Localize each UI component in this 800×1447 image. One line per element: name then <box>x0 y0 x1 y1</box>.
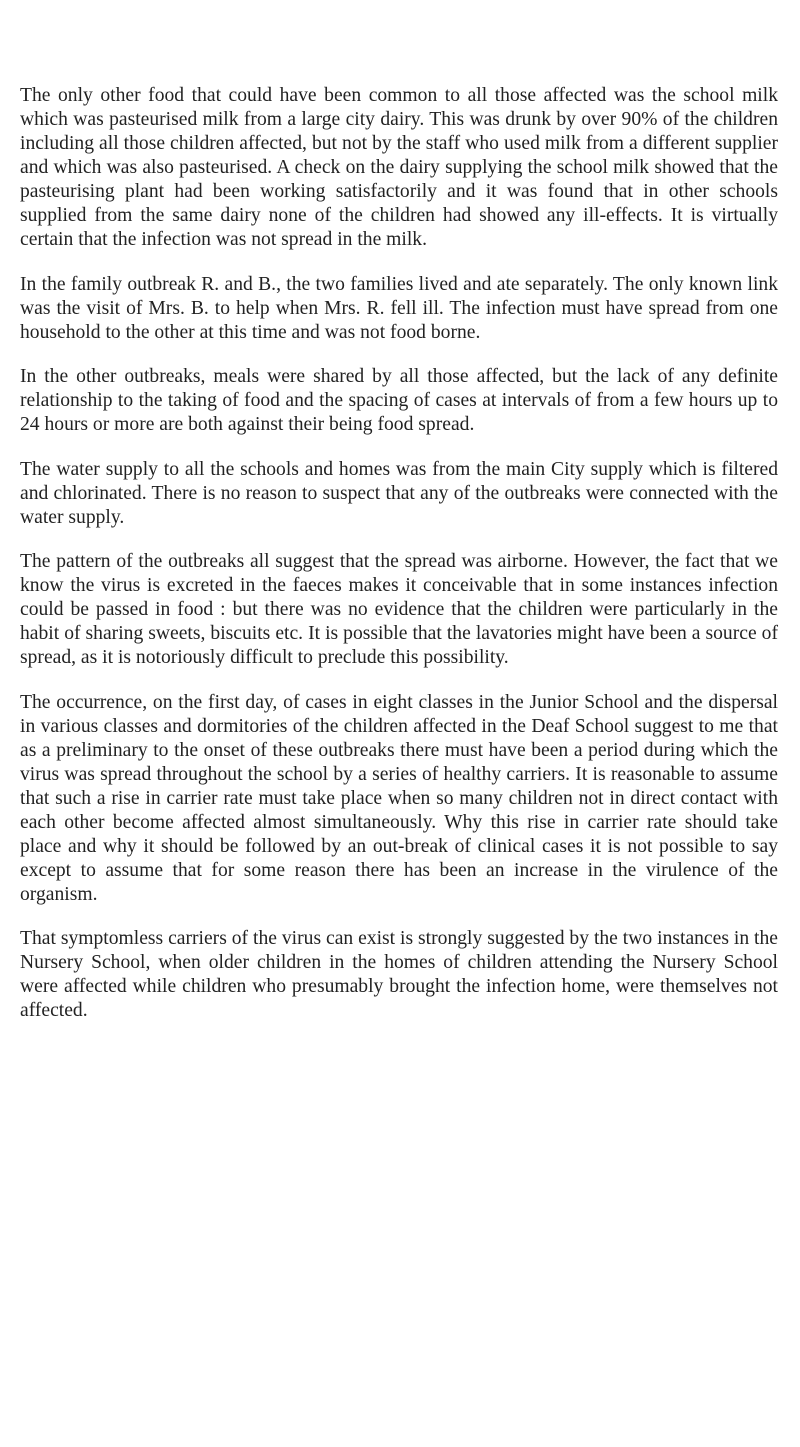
paragraph-other-outbreaks: In the other outbreaks, meals were shared by all those affected, but the lack of any definite relationship to the taking of food and the spacing of cases at intervals of from a few hours up to 24 hours or more are both against their being food spread. <box>20 366 778 435</box>
paragraph-symptomless-carriers: That symptomless carriers of the virus can exist is strongly suggested by the two instances in the Nursery School, when older children in the homes of children attending the Nursery School were affected while children who presumably brought the infection home, were themselves not affected. <box>20 928 778 1021</box>
paragraph-water-supply: The water supply to all the schools and homes was from the main City supply which is filtered and chlorinated. There is no reason to suspect that any of the outbreaks were connected with the water supply. <box>20 458 778 528</box>
paragraph-airborne-spread: The pattern of the outbreaks all suggest that the spread was airborne. However, the fact that we know the virus is excreted in the faeces makes it conceivable that in some instances infection could be passed in food : but there was no evidence that the children were particularly in the habit of sharing sweets, biscuits etc. It is possible that the lavatories might have been a source of spread, as it is notoriously difficult to preclude this possibility. <box>20 551 778 668</box>
paragraph-healthy-carriers: The occurrence, on the first day, of cases in eight classes in the Junior School and the dispersal in various classes and dormitories of the children affected in the Deaf School suggest to me that as a preliminary to the onset of these outbreaks there must have been a period during which the virus was spread throughout the school by a series of healthy carriers. It is reasonable to assume that such a rise in carrier rate must take place when so many children not in direct contact with each other become affected almost simultaneously. Why this rise in carrier rate should take place and why it should be followed by an out-break of clinical cases it is not possible to say except to assume that for some reason there has been an increase in the virulence of the organism. <box>20 691 778 905</box>
paragraph-family-outbreak: In the family outbreak R. and B., the two families lived and ate separately. The only known link was the visit of Mrs. B. to help when Mrs. R. fell ill. The infection must have spread from one household to the other at this time and was not food borne. <box>20 273 778 343</box>
paragraph-school-milk: The only other food that could have been common to all those affected was the school milk which was pasteurised milk from a large city dairy. This was drunk by over 90% of the children including all those children affected, but not by the staff who used milk from a different supplier and which was also pasteurised. A check on the dairy supplying the school milk showed that the pasteurising plant had been working satisfactorily and it was found that in other schools supplied from the same dairy none of the children had showed any ill-effects. It is virtually certain that the infection was not spread in the milk. <box>20 85 778 250</box>
document-page <box>20 84 778 1044</box>
